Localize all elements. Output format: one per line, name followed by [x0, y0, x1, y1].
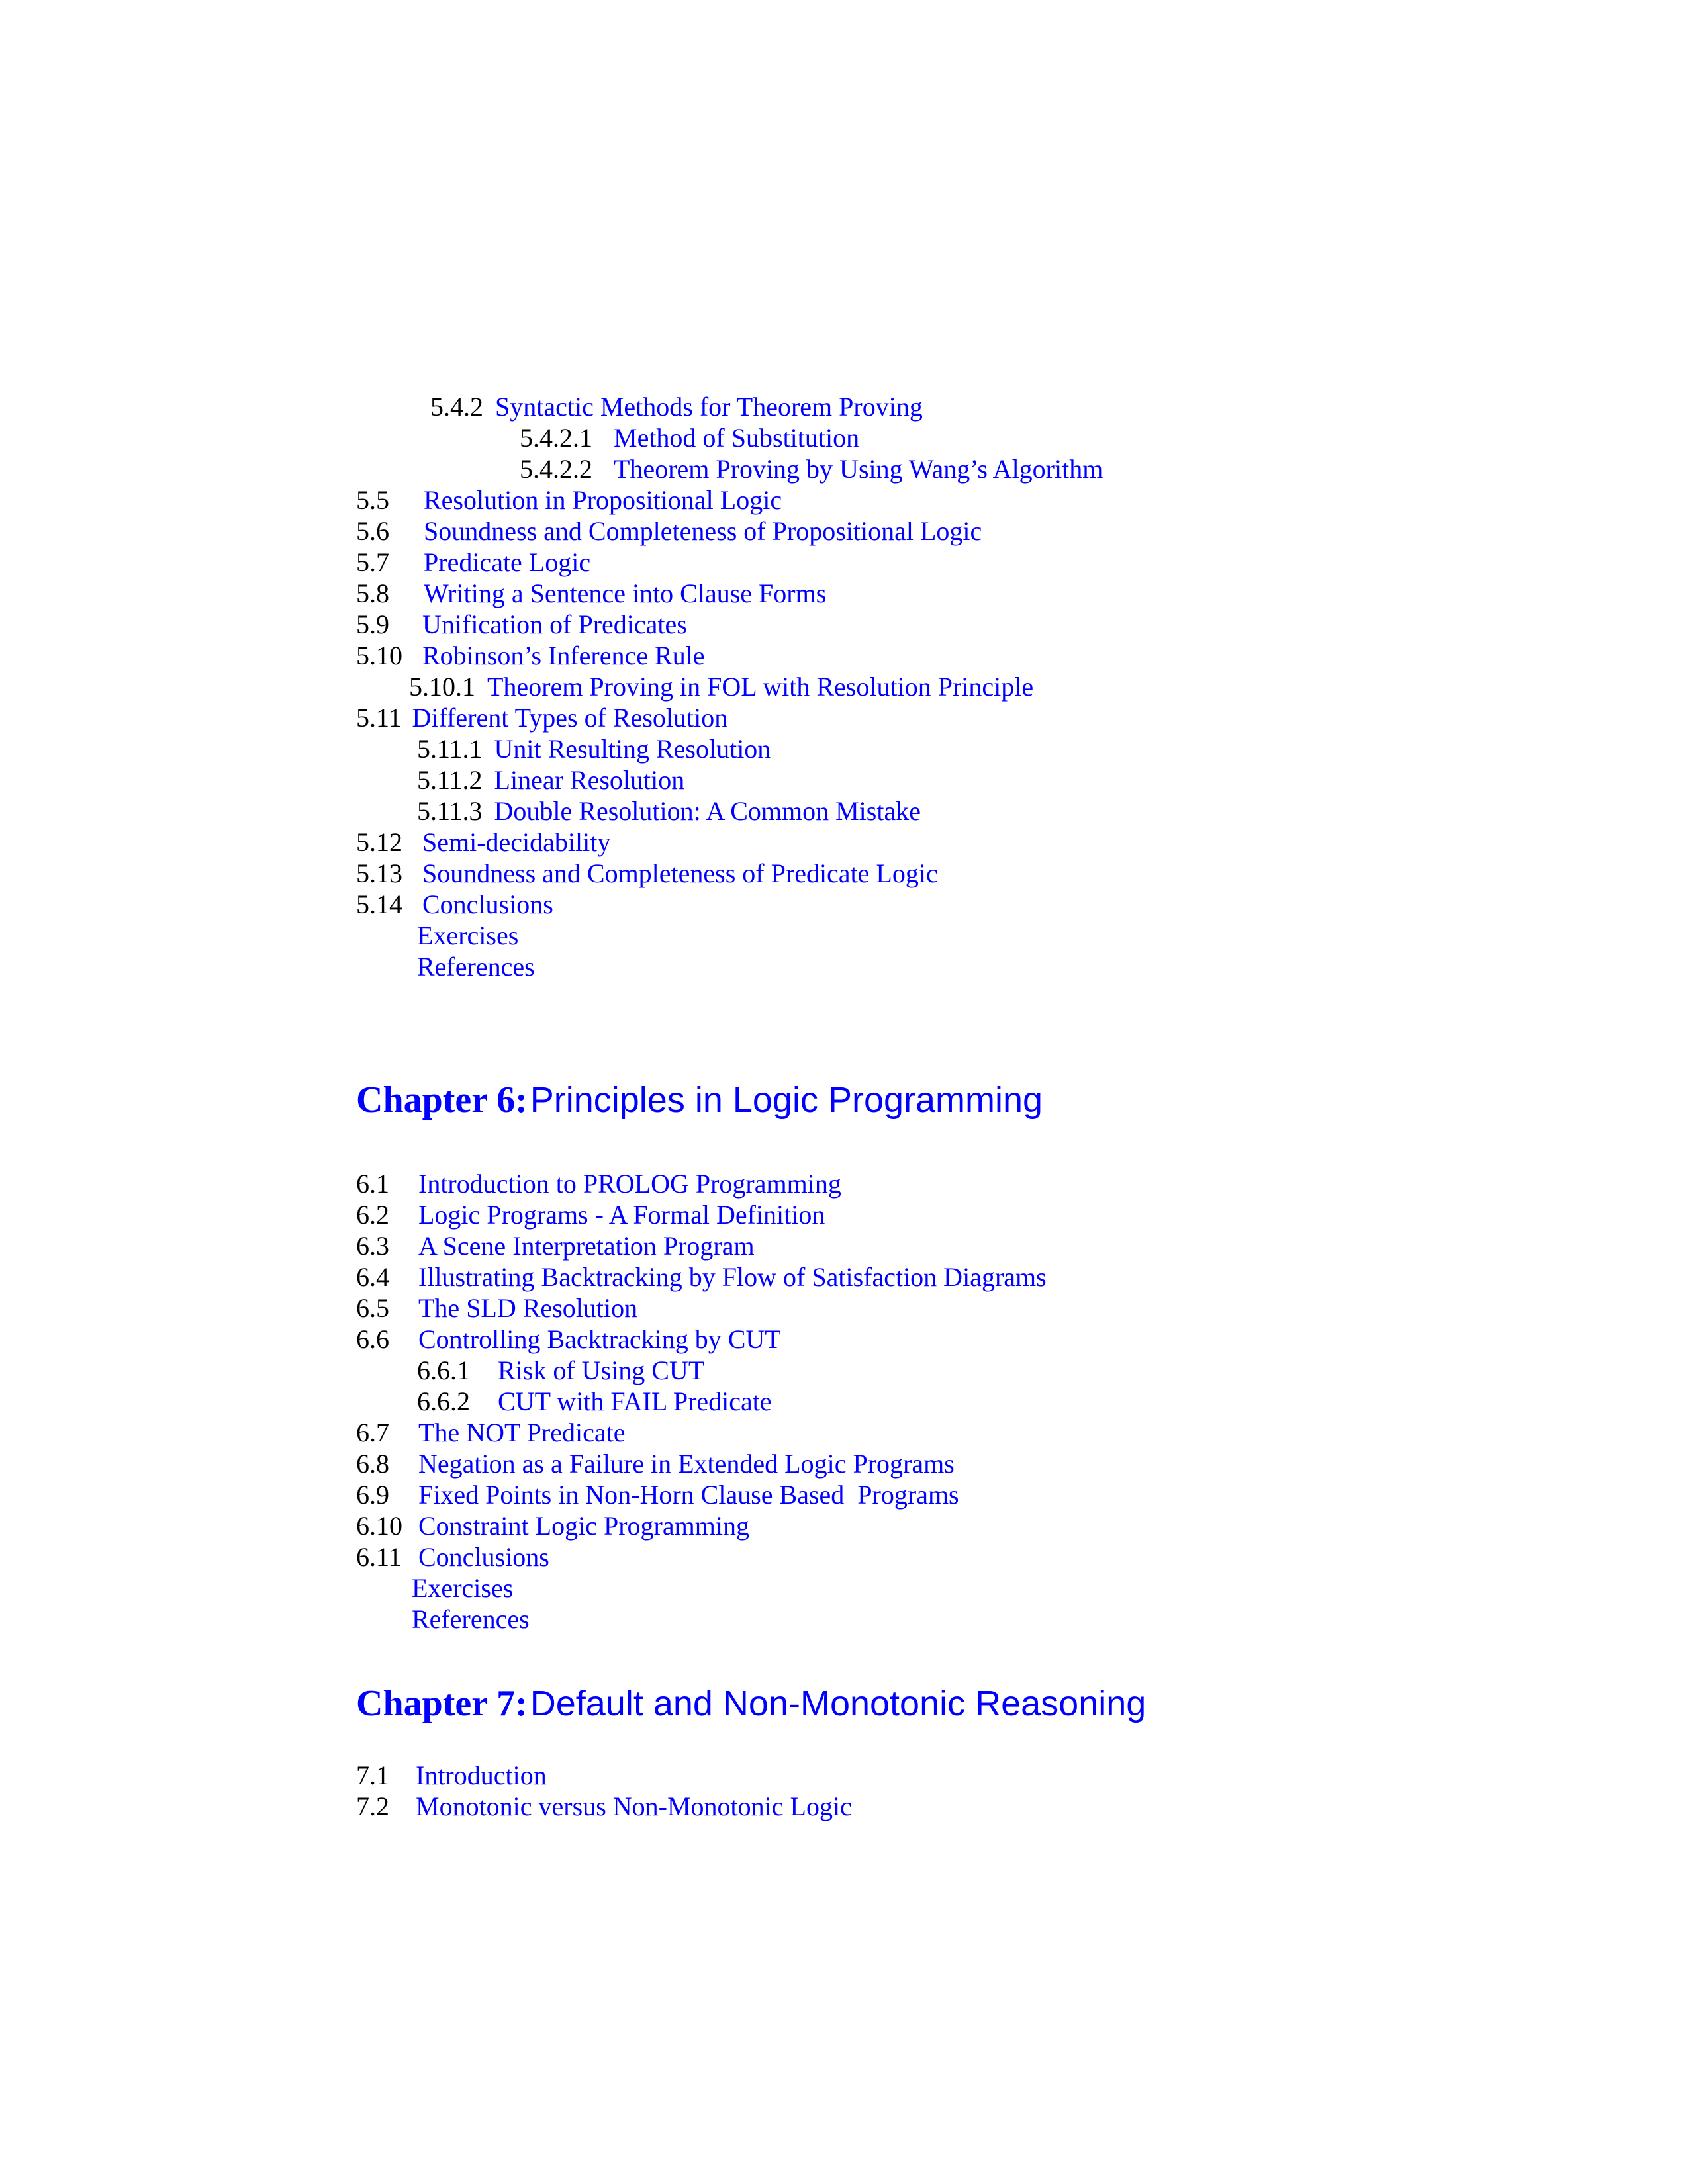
toc-link[interactable]: Illustrating Backtracking by Flow of Satisfaction Diagrams — [418, 1262, 1047, 1292]
toc-number: 5.12 — [356, 827, 402, 857]
toc-number: 5.10 — [356, 641, 402, 670]
toc-entry-5-11-1[interactable] — [417, 734, 771, 764]
toc-link[interactable]: Unit Resulting Resolution — [494, 734, 771, 764]
toc-number: 5.11.1 — [417, 734, 483, 764]
chapter-title[interactable]: Principles in Logic Programming — [530, 1080, 1043, 1120]
chapter-label: Chapter 7: — [356, 1683, 528, 1724]
toc-link[interactable]: The SLD Resolution — [418, 1293, 638, 1323]
toc-link[interactable]: Introduction — [416, 1760, 547, 1790]
toc-link[interactable]: Resolution in Propositional Logic — [424, 485, 782, 515]
toc-number: 5.4.2 — [430, 392, 483, 422]
toc-number: 5.11.2 — [417, 765, 483, 795]
toc-number: 7.2 — [356, 1792, 389, 1821]
toc-entry-5-11[interactable] — [356, 703, 727, 733]
toc-link[interactable]: Linear Resolution — [494, 765, 685, 795]
toc-link[interactable]: Method of Substitution — [614, 423, 860, 453]
chapter-title[interactable]: Default and Non-Monotonic Reasoning — [530, 1684, 1147, 1723]
toc-number: 6.8 — [356, 1449, 389, 1479]
toc-entry-5-14[interactable] — [356, 889, 553, 920]
toc-link[interactable]: Soundness and Completeness of Propositional Logic — [424, 516, 982, 546]
toc-entry-5-9[interactable] — [356, 610, 687, 640]
toc-entry-7-1[interactable] — [356, 1760, 547, 1791]
toc-number: 6.3 — [356, 1231, 389, 1261]
toc-link[interactable]: Conclusions — [418, 1542, 549, 1572]
toc-link[interactable]: Robinson’s Inference Rule — [422, 641, 705, 670]
toc-entry-6-6-2[interactable] — [417, 1387, 772, 1417]
toc-link[interactable]: References — [417, 952, 535, 981]
toc-entry-5-10[interactable] — [356, 641, 705, 671]
toc-number: 6.9 — [356, 1480, 389, 1510]
toc-number: 5.6 — [356, 516, 389, 546]
toc-number: 5.11 — [356, 703, 402, 733]
toc-entry-exercises-6[interactable] — [412, 1573, 513, 1604]
chapter-label: Chapter 6: — [356, 1079, 528, 1120]
toc-link[interactable]: Theorem Proving by Using Wang’s Algorithm — [614, 454, 1103, 484]
toc-number: 5.4.2.2 — [520, 454, 592, 484]
toc-link[interactable]: Exercises — [412, 1573, 514, 1603]
toc-number: 6.4 — [356, 1262, 389, 1292]
toc-entry-6-6[interactable] — [356, 1324, 781, 1355]
toc-entry-6-11[interactable] — [356, 1542, 549, 1572]
toc-number: 5.10.1 — [409, 672, 475, 702]
toc-link[interactable]: Monotonic versus Non-Monotonic Logic — [416, 1792, 852, 1821]
toc-link[interactable]: Negation as a Failure in Extended Logic Programs — [418, 1449, 955, 1479]
toc-link[interactable]: Different Types of Resolution — [412, 703, 728, 733]
toc-entry-6-4[interactable] — [356, 1262, 1047, 1293]
toc-link[interactable]: Theorem Proving in FOL with Resolution Principle — [487, 672, 1034, 702]
toc-number: 5.8 — [356, 578, 389, 608]
toc-link[interactable]: Introduction to PROLOG Programming — [418, 1169, 841, 1199]
toc-link[interactable]: Predicate Logic — [424, 547, 591, 577]
toc-number: 6.5 — [356, 1293, 389, 1323]
toc-link[interactable]: A Scene Interpretation Program — [418, 1231, 755, 1261]
toc-entry-exercises-5[interactable] — [417, 921, 518, 951]
toc-link[interactable]: The NOT Predicate — [418, 1418, 626, 1447]
toc-number: 5.11.3 — [417, 796, 483, 826]
toc-entry-5-10-1[interactable] — [409, 672, 1033, 702]
toc-number: 6.6.2 — [417, 1387, 470, 1416]
toc-link[interactable]: Conclusions — [422, 889, 553, 919]
toc-entry-6-8[interactable] — [356, 1449, 955, 1479]
toc-link[interactable]: Exercises — [417, 921, 519, 950]
toc-number: 6.2 — [356, 1200, 389, 1230]
toc-entry-5-13[interactable] — [356, 858, 938, 889]
toc-entry-6-2[interactable] — [356, 1200, 825, 1230]
toc-entry-references-6[interactable] — [412, 1604, 530, 1635]
toc-entry-7-2[interactable] — [356, 1792, 852, 1822]
toc-number: 5.4.2.1 — [520, 423, 592, 453]
toc-link[interactable]: Unification of Predicates — [422, 610, 687, 639]
toc-number: 6.10 — [356, 1511, 402, 1541]
toc-entry-6-7[interactable] — [356, 1418, 625, 1448]
toc-entry-6-5[interactable] — [356, 1293, 637, 1324]
toc-entry-references-5[interactable] — [417, 952, 535, 982]
toc-number: 5.13 — [356, 858, 402, 888]
toc-link[interactable]: Logic Programs - A Formal Definition — [418, 1200, 825, 1230]
toc-entry-6-3[interactable] — [356, 1231, 755, 1261]
toc-number: 7.1 — [356, 1760, 389, 1790]
toc-number: 5.7 — [356, 547, 389, 577]
chapter-6-heading[interactable] — [356, 1079, 1043, 1121]
toc-number: 5.14 — [356, 889, 402, 919]
chapter-7-heading[interactable] — [356, 1682, 1146, 1725]
toc-entry-5-5[interactable] — [356, 485, 782, 516]
toc-link[interactable]: CUT with FAIL Predicate — [498, 1387, 772, 1416]
toc-entry-5-8[interactable] — [356, 578, 826, 609]
toc-link[interactable]: Controlling Backtracking by CUT — [418, 1324, 781, 1354]
toc-entry-5-4-2-1[interactable] — [520, 423, 859, 453]
toc-entry-6-9[interactable] — [356, 1480, 959, 1510]
toc-link[interactable]: Fixed Points in Non-Horn Clause Based Programs — [418, 1480, 959, 1510]
toc-link[interactable]: Writing a Sentence into Clause Forms — [424, 578, 827, 608]
toc-number: 6.6 — [356, 1324, 389, 1354]
toc-link[interactable]: Soundness and Completeness of Predicate Logic — [422, 858, 938, 888]
toc-entry-6-10[interactable] — [356, 1511, 749, 1541]
toc-number: 5.9 — [356, 610, 389, 639]
toc-entry-5-11-3[interactable] — [417, 796, 921, 827]
toc-link[interactable]: References — [412, 1604, 530, 1634]
toc-entry-6-6-1[interactable] — [417, 1355, 704, 1386]
toc-link[interactable]: Syntactic Methods for Theorem Proving — [495, 392, 923, 422]
toc-entry-5-4-2[interactable] — [430, 392, 923, 422]
toc-link[interactable]: Semi-decidability — [422, 827, 611, 857]
toc-entry-5-12[interactable] — [356, 827, 610, 858]
toc-link[interactable]: Constraint Logic Programming — [418, 1511, 749, 1541]
toc-link[interactable]: Double Resolution: A Common Mistake — [494, 796, 921, 826]
toc-entry-5-4-2-2[interactable] — [520, 454, 1103, 484]
toc-link[interactable]: Risk of Using CUT — [498, 1355, 705, 1385]
toc-entry-5-7[interactable] — [356, 547, 590, 578]
toc-number: 5.5 — [356, 485, 389, 515]
toc-number: 6.11 — [356, 1542, 402, 1572]
toc-entry-5-6[interactable] — [356, 516, 982, 547]
toc-number: 6.6.1 — [417, 1355, 470, 1385]
toc-entry-6-1[interactable] — [356, 1169, 841, 1199]
toc-entry-5-11-2[interactable] — [417, 765, 684, 796]
toc-number: 6.1 — [356, 1169, 389, 1199]
toc-number: 6.7 — [356, 1418, 389, 1447]
